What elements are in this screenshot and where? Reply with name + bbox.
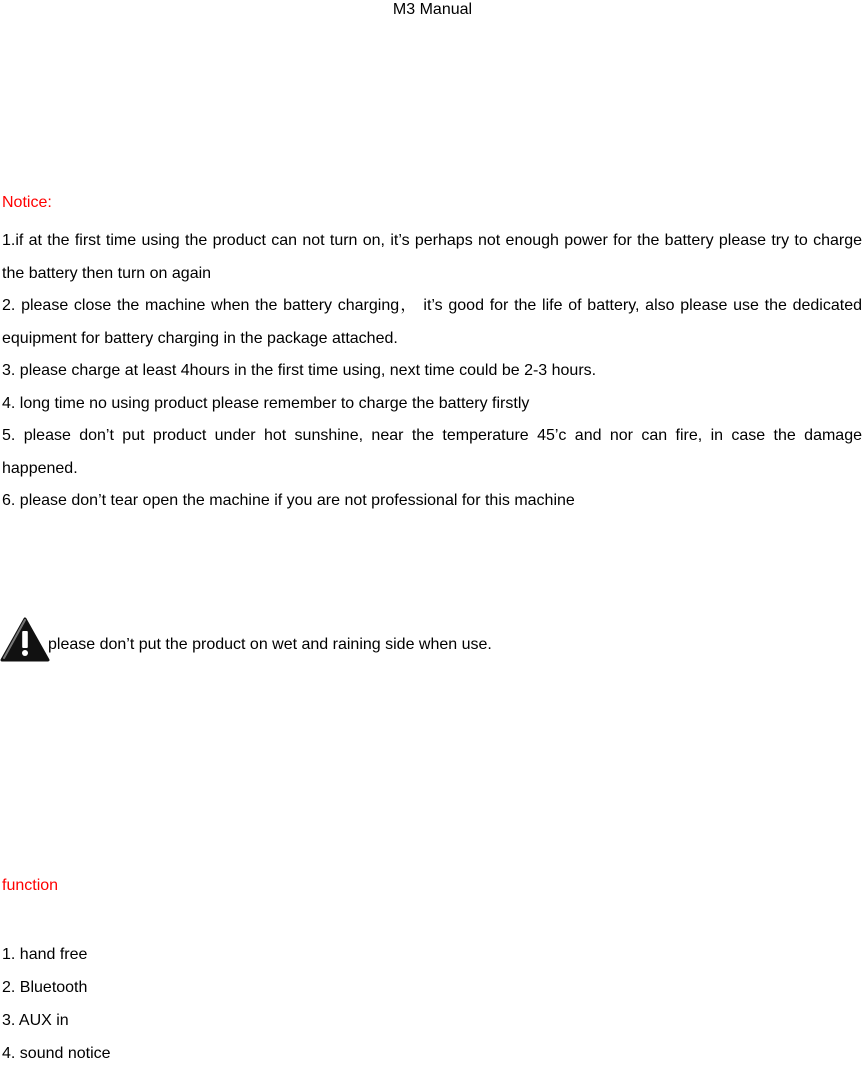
- notice-list: [2, 225, 862, 518]
- notice-item-4: 4. long time no using product please remember to charge the battery firstly: [2, 394, 530, 412]
- warning-text: please don’t put the product on wet and raining side when use.: [48, 636, 492, 653]
- warning-triangle-icon: [0, 617, 50, 663]
- function-list: [2, 938, 111, 1070]
- page-header-title: M3 Manual: [392, 1, 473, 18]
- function-item-sound-notice: 4. sound notice: [2, 1045, 111, 1062]
- function-heading: function: [2, 877, 59, 894]
- function-item-hand-free: 1. hand free: [2, 946, 88, 963]
- warning-line: [0, 615, 492, 663]
- notice-item-6: 6. please don’t tear open the machine if you are not professional for this machine: [2, 492, 575, 509]
- function-item-bluetooth: 2. Bluetooth: [2, 979, 88, 996]
- notice-heading: Notice:: [2, 194, 52, 211]
- notice-item-1: 1.if at the first time using the product can not turn on, it’s perhaps not enough power for the battery please try to charge the battery then turn on again: [2, 232, 862, 282]
- function-item-aux-in: 3. AUX in: [2, 1012, 69, 1029]
- notice-item-2: 2. please close the machine when the battery charging， it’s good for the life of battery, also please use the dedicated equipment for battery charging in the package attached.: [2, 297, 862, 347]
- notice-item-5: 5. please don’t put product under hot sunshine, near the temperature 45’c and nor can fire, in case the damage happened.: [2, 427, 862, 477]
- notice-item-3: 3. please charge at least 4hours in the first time using, next time could be 2-3 hours.: [2, 362, 597, 379]
